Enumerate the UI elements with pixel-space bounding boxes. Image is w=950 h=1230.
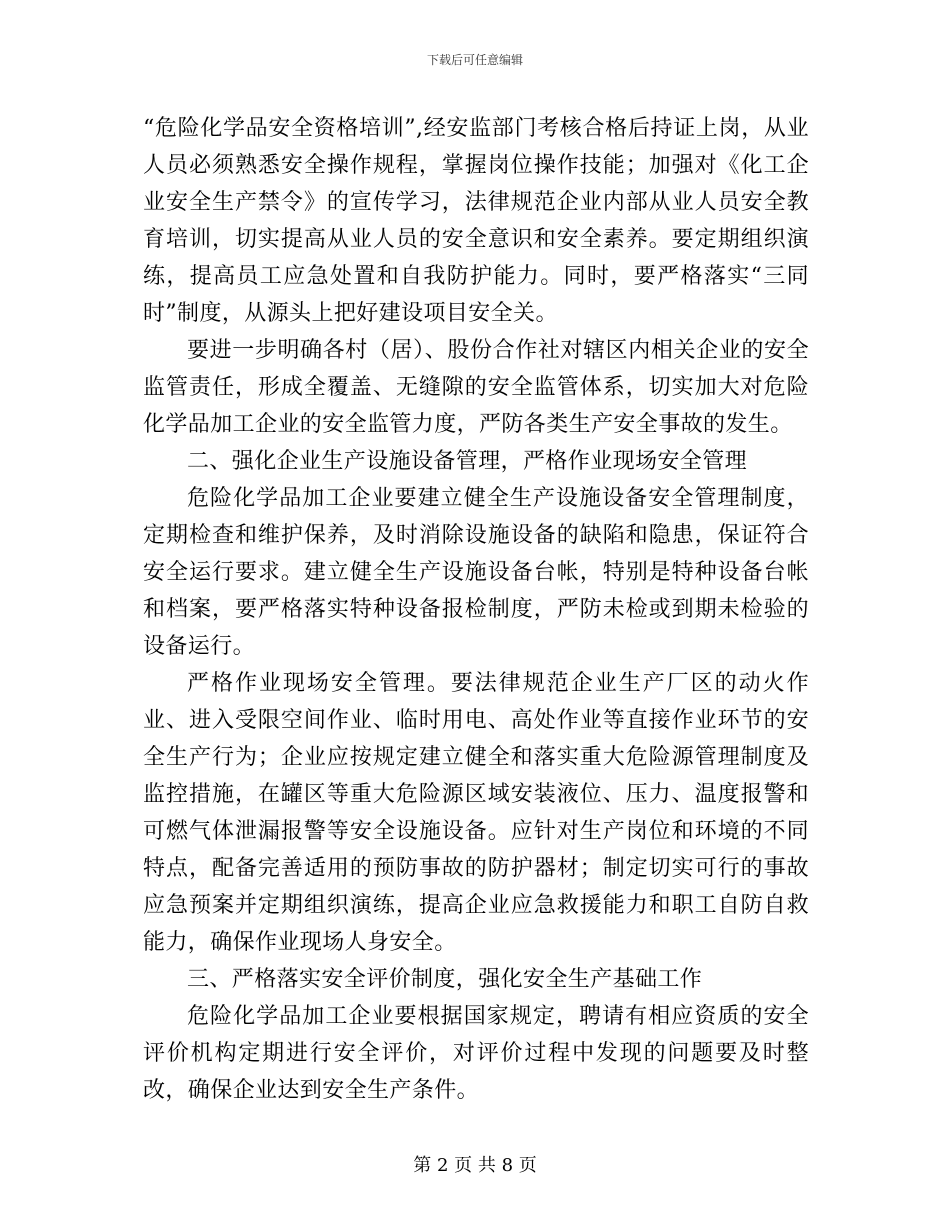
paragraph-evaluation: 危险化学品加工企业要根据国家规定，聘请有相应资质的安全评价机构定期进行安全评价，对评价过程中发现的问题要及时整改，确保企业达到安全生产条件。	[143, 1004, 809, 1103]
section-heading-3: 三、严格落实安全评价制度，强化安全生产基础工作	[187, 967, 703, 992]
header-note: 下载后可任意编辑	[426, 53, 523, 67]
paragraph-equipment: 危险化学品加工企业要建立健全生产设施设备安全管理制度，定期检查和维护保养，及时消除设施设备的缺陷和隐患，保证符合安全运行要求。建立健全生产设施设备台帐，特别是特种设备台帐和档案，要严格落实特种设备报检制度，严防未检或到期未检验的设备运行。	[143, 486, 809, 659]
document-body	[143, 110, 809, 1109]
section-heading-2: 二、强化企业生产设施设备管理，严格作业现场安全管理	[187, 449, 748, 474]
paragraph-supervision: 要进一步明确各村（居）、股份合作社对辖区内相关企业的安全监管责任，形成全覆盖、无缝隙的安全监管体系，切实加大对危险化学品加工企业的安全监管力度，严防各类生产安全事故的发生。	[143, 338, 809, 437]
paragraph-site-safety: 严格作业现场安全管理。要法律规范企业生产厂区的动火作业、进入受限空间作业、临时用电、高处作业等直接作业环节的安全生产行为；企业应按规定建立健全和落实重大危险源管理制度及监控措施，在罐区等重大危险源区域安装液位、压力、温度报警和可燃气体泄漏报警等安全设施设备。应针对生产岗位和环境的不同特点，配备完善适用的预防事故的防护器材；制定切实可行的事故应急预案并定期组织演练，提高企业应急救援能力和职工自防自救能力，确保作业现场人身安全。	[143, 671, 809, 955]
page-number-footer: 第 2 页 共 8 页	[413, 1155, 537, 1176]
paragraph-training: “危险化学品安全资格培训”,经安监部门考核合格后持证上岗，从业人员必须熟悉安全操作规程，掌握岗位操作技能；加强对《化工企业安全生产禁令》的宣传学习，法律规范企业内部从业人员安全教育培训，切实提高从业人员的安全意识和安全素养。要定期组织演练，提高员工应急处置和自我防护能力。同时，要严格落实“三同时”制度，从源头上把好建设项目安全关。	[143, 116, 809, 326]
